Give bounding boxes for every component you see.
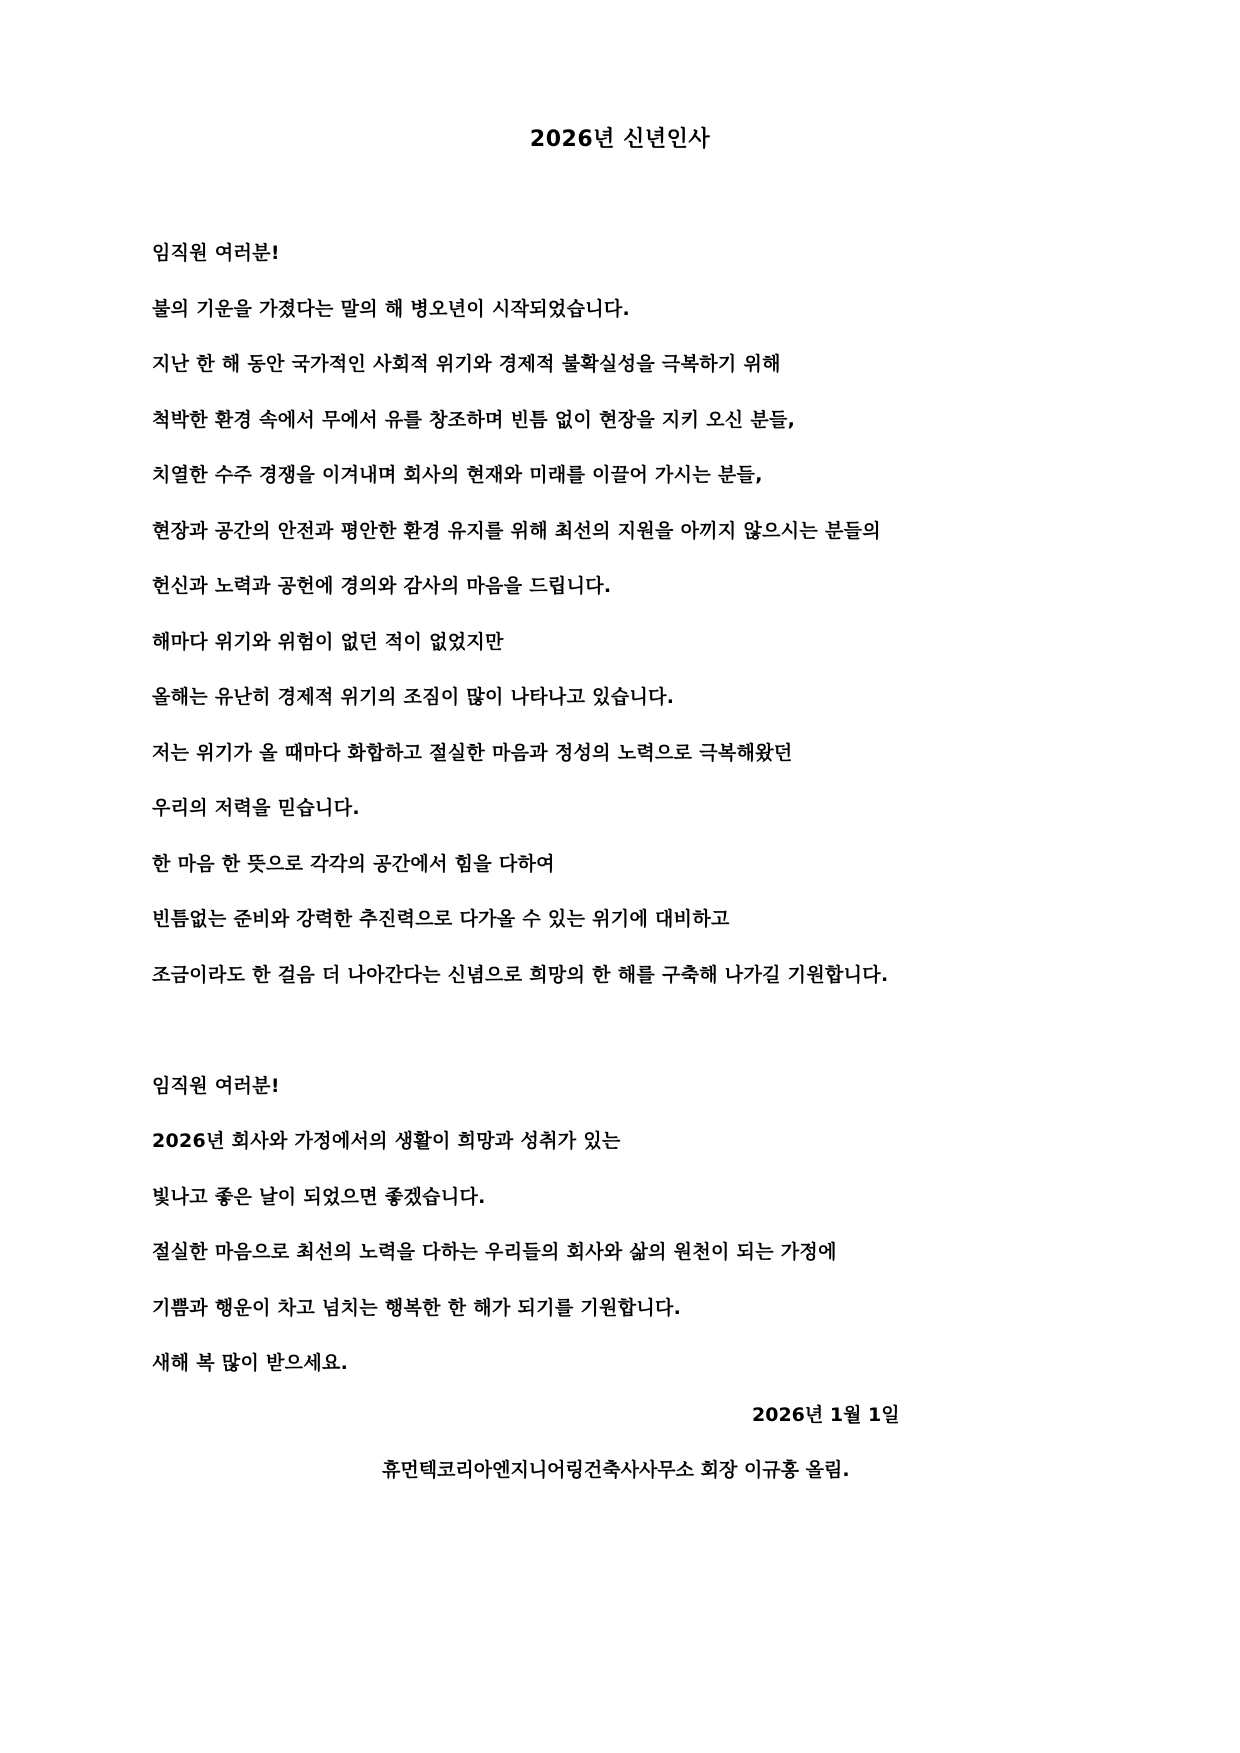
letter-date: 2026년 1월 1일 [752, 1404, 900, 1426]
body-line: 지난 한 해 동안 국가적인 사회적 위기와 경제적 불확실성을 극복하기 위해 [152, 353, 781, 375]
body-line: 빈틈없는 준비와 강력한 추진력으로 다가올 수 있는 위기에 대비하고 [152, 908, 730, 930]
body-line: 불의 기운을 가졌다는 말의 해 병오년이 시작되었습니다. [152, 297, 631, 320]
body-line: 현장과 공간의 안전과 평안한 환경 유지를 위해 최선의 지원을 아끼지 않으시는 분들의 [152, 519, 881, 542]
body-line: 해마다 위기와 위험이 없던 적이 없었지만 [152, 630, 504, 653]
body-line: 저는 위기가 올 때마다 화합하고 절실한 마음과 정성의 노력으로 극복해왔던 [152, 741, 793, 764]
body-line: 2026년 회사와 가정에서의 생활이 희망과 성취가 있는 [152, 1130, 621, 1152]
body-line: 빛나고 좋은 날이 되었으면 좋겠습니다. [152, 1185, 486, 1208]
body-line: 새해 복 많이 받으세요. [152, 1352, 349, 1374]
letter-signature: 휴먼텍코리아엔지니어링건축사사무소 회장 이규홍 올림. [382, 1459, 850, 1481]
paragraph-gap [152, 1015, 1152, 1071]
body-line: 척박한 환경 속에서 무에서 유를 창조하며 빈틈 없이 현장을 지키 오신 분들, [152, 408, 796, 431]
greeting-line: 임직원 여러분! [152, 1074, 280, 1097]
body-line: 우리의 저력을 믿습니다. [152, 797, 360, 819]
body-line: 절실한 마음으로 최선의 노력을 다하는 우리들의 회사와 삶의 원천이 되는 가정에 [152, 1241, 837, 1263]
body-line: 한 마음 한 뜻으로 각각의 공간에서 힘을 다하여 [152, 852, 555, 875]
body-line: 기쁨과 행운이 차고 넘치는 행복한 한 해가 되기를 기원합니다. [152, 1296, 682, 1319]
letter-title: 2026년 신년인사 [529, 127, 711, 152]
body-line: 조금이라도 한 걸음 더 나아간다는 신념으로 희망의 한 해를 구축해 나가길 기원합니다. [152, 963, 889, 986]
letter-body [152, 238, 1152, 1404]
body-line: 헌신과 노력과 공헌에 경의와 감사의 마음을 드립니다. [152, 575, 612, 597]
body-line: 올해는 유난히 경제적 위기의 조짐이 많이 나타나고 있습니다. [152, 686, 675, 708]
greeting-line: 임직원 여러분! [152, 242, 280, 264]
body-line: 치열한 수주 경쟁을 이겨내며 회사의 현재와 미래를 이끌어 가시는 분들, [152, 464, 763, 486]
